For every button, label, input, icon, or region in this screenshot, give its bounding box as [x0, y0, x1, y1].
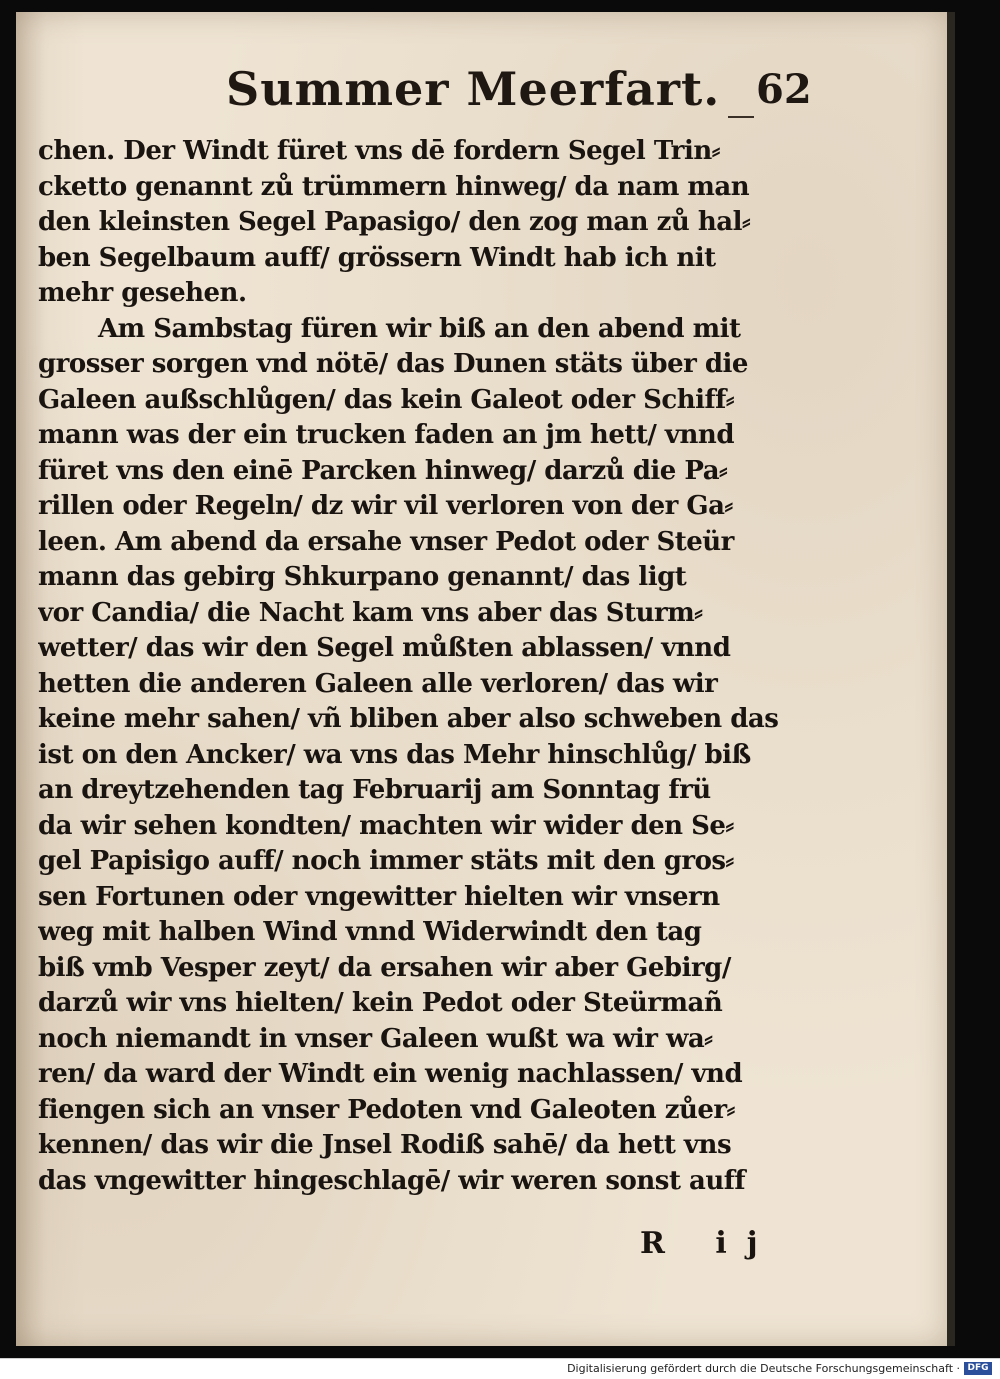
text-line: hetten die anderen Galeen alle verloren/ das wir — [38, 668, 718, 699]
text-line: ren/ da ward der Windt ein wenig nachlassen/ vnd — [38, 1059, 743, 1089]
running-head: Summer Meerfart. — [226, 62, 721, 116]
paragraph-start-line: Am Sambstag füren wir biß an den abend mit — [98, 313, 741, 344]
text-line: sen Fortunen oder vngewitter hielten wir vnsern — [38, 881, 720, 912]
dfg-logo[interactable]: DFG — [964, 1362, 992, 1375]
text-line: mann das gebirg Shkurpano genannt/ das ligt — [38, 562, 687, 592]
text-line: fiengen sich an vnser Pedoten vnd Galeoten zůer⸗ — [38, 1094, 735, 1125]
text-line: keine mehr sahen/ vñ bliben aber also schweben das — [38, 704, 779, 734]
text-line: den kleinsten Segel Papasigo/ den zog man zů hal⸗ — [38, 207, 751, 237]
text-line: weg mit halben Wind vnnd Widerwindt den tag — [38, 917, 702, 947]
signature-mark: R ij — [640, 1226, 778, 1261]
text-line: ben Segelbaum auff/ grössern Windt hab ich nit — [38, 242, 716, 273]
text-line: leen. Am abend da ersahe vnser Pedot oder Steür — [38, 526, 734, 557]
text-line: chen. Der Windt füret vns dē fordern Segel Trin⸗ — [38, 136, 720, 166]
text-line: ist on den Ancker/ wa vns das Mehr hinschlůg/ biß — [38, 739, 751, 770]
page-header — [200, 62, 820, 132]
text-line: rillen oder Regeln/ dz wir vil verloren von der Ga⸗ — [38, 491, 733, 521]
text-line: Galeen außschlůgen/ das kein Galeot oder Schiff⸗ — [38, 384, 735, 415]
text-line: vor Candia/ die Nacht kam vns aber das Sturm⸗ — [38, 597, 703, 628]
text-line: gel Papisigo auff/ noch immer stäts mit den gros⸗ — [38, 846, 734, 876]
text-line: füret vns den einē Parcken hinweg/ darzů die Pa⸗ — [38, 455, 728, 486]
text-line: darzů wir vns hielten/ kein Pedot oder Steürmañ — [38, 988, 723, 1018]
funding-credit: Digitalisierung gefördert durch die Deutsche Forschungsgemeinschaft · — [567, 1362, 960, 1375]
text-line: noch niemandt in vnser Galeen wußt wa wir wa⸗ — [38, 1023, 713, 1054]
page-number: 62 — [756, 66, 812, 113]
text-line: an dreytzehenden tag Februarij am Sonntag frü — [38, 775, 711, 805]
page-edge — [947, 12, 955, 1346]
footer-bar — [0, 1358, 1000, 1379]
body-text — [38, 134, 813, 1199]
text-line: grosser sorgen vnd nötē/ das Dunen stäts über die — [38, 349, 748, 379]
text-line: das vngewitter hingeschlagē/ wir weren sonst auff — [38, 1165, 746, 1196]
text-line: cketto genannt zů trümmern hinweg/ da nam man — [38, 171, 750, 202]
text-line: kennen/ das wir die Jnsel Rodiß sahē/ da hett vns — [38, 1130, 732, 1160]
text-line: mehr gesehen. — [38, 278, 247, 308]
text-line: biß vmb Vesper zeyt/ da ersahen wir aber Gebirg/ — [38, 952, 731, 983]
text-line: mann was der ein trucken faden an jm hett/ vnnd — [38, 420, 735, 450]
ornament-mark — [728, 116, 754, 123]
text-line: da wir sehen kondten/ machten wir wider den Se⸗ — [38, 810, 734, 841]
text-line: wetter/ das wir den Segel můßten ablassen/ vnnd — [38, 633, 731, 663]
